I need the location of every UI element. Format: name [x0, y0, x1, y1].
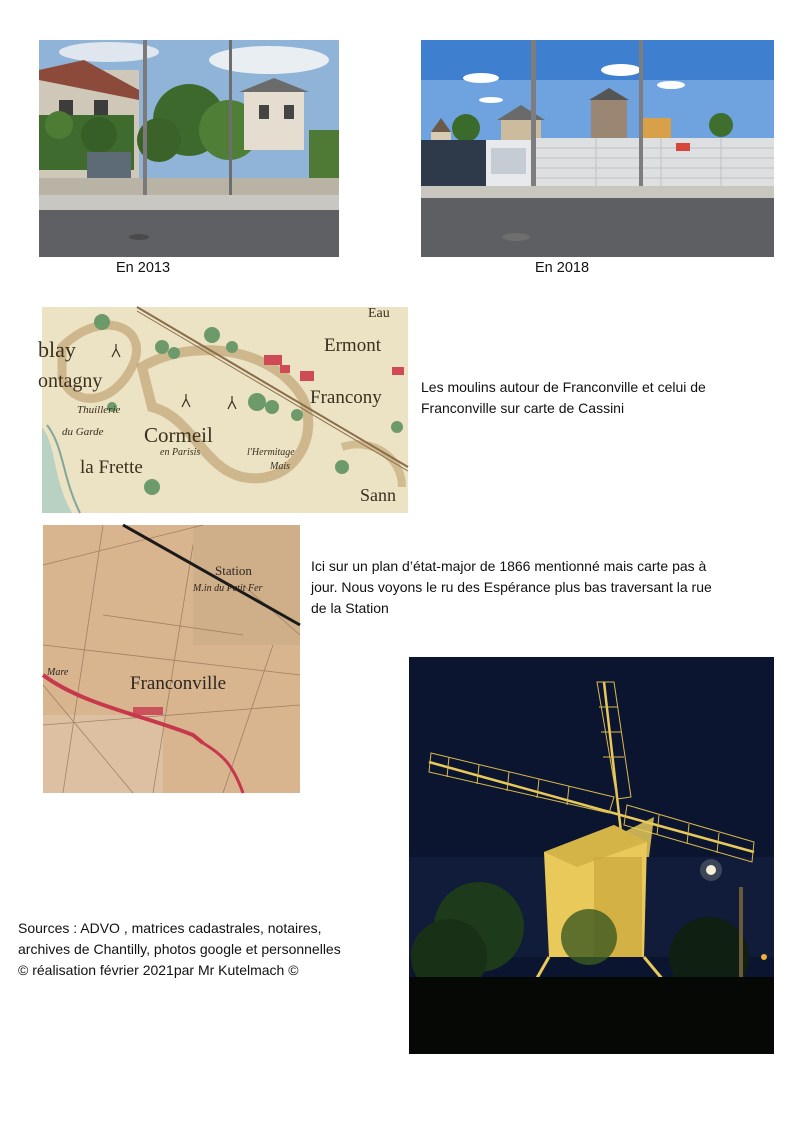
cassini-caption-line: Les moulins autour de Franconville et celui de [421, 379, 706, 395]
map-label-garde: du Garde [62, 426, 104, 438]
caption-2013: En 2013 [116, 260, 171, 276]
map-label-mais: Mais [270, 461, 290, 472]
cassini-caption [421, 377, 706, 419]
map-label-ermont: Ermont [324, 335, 381, 356]
sources-line: © réalisation février 2021par Mr Kutelmach © [18, 962, 299, 978]
map-label-thuillerie: Thuillerie [77, 404, 121, 416]
map-label-montagny: ontagny [38, 370, 103, 392]
etat-major-caption-line: jour. Nous voyons le ru des Espérance plus bas traversant la rue [311, 579, 712, 595]
map-label-la-frette: la Frette [80, 457, 143, 478]
map-label-blay: blay [38, 337, 76, 362]
map-label-moulin: M.in du Petit Fer [193, 583, 263, 594]
sources-line: archives de Chantilly, photos google et personnelles [18, 941, 341, 957]
sources-line: Sources : ADVO , matrices cadastrales, notaires, [18, 920, 322, 936]
map-label-parisis: en Parisis [160, 447, 201, 458]
map-label-cormeil: Cormeil [144, 423, 213, 447]
map-label-hermitage: l'Hermitage [247, 447, 295, 458]
street-photo-2018 [421, 40, 774, 257]
map-label-station: Station [215, 563, 252, 578]
cassini-map [38, 306, 408, 513]
street-photo-2013 [39, 40, 339, 257]
map-label-franconville: Francony [310, 387, 382, 408]
map-label-village: Franconville [130, 673, 227, 694]
etat-major-caption [311, 556, 712, 619]
cassini-caption-line: Franconville sur carte de Cassini [421, 400, 625, 416]
etat-major-map [43, 525, 300, 793]
caption-2018: En 2018 [535, 260, 590, 276]
windmill-night-photo [409, 657, 774, 1054]
sources-block [18, 918, 341, 981]
etat-major-caption-line: Ici sur un plan d’état-major de 1866 mentionné mais carte pas à [311, 558, 707, 574]
map-label-mare: Mare [47, 667, 69, 678]
map-label-sannois: Sann [360, 485, 396, 505]
map-label-eau: Eau [368, 306, 390, 321]
etat-major-caption-line: de la Station [311, 600, 389, 616]
